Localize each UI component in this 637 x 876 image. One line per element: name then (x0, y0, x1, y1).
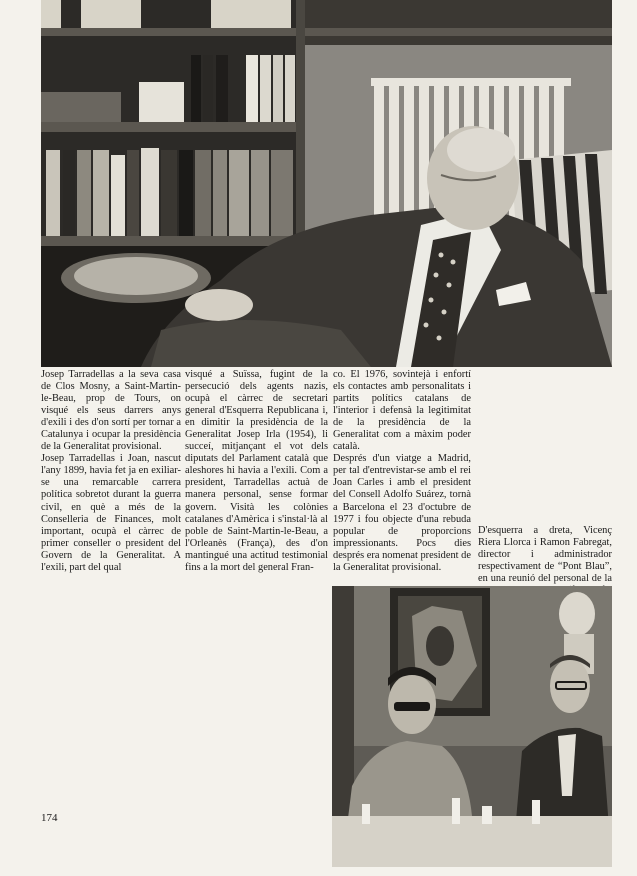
text-column-2 (185, 369, 328, 574)
body-paragraph: Després d'un viatge a Madrid, per tal d'entrevistar-se amb el rei Joan Carles i amb el president del Consell Adolfo Suárez, tornà a Barcelona el 23 d'octubre de 1977 i fou objecte d'una rebuda popular de proporcions impressionants. Pocs dies després era nomenat president de la Generalitat provisional. (333, 453, 471, 573)
photo-meeting (332, 586, 612, 867)
photo-caption-paragraph: Josep Tarradellas a la seva casa de Clos Mosny, a Saint-Martin-le-Beau, prop de Tours, on visqué els seus darrers anys d'exili i des d'on sortí per tornar a Catalunya i ocupar la presidència de la Generalitat provisional. (41, 369, 181, 453)
bottom-photo-caption: D'esquerra a dreta, Vicenç Riera Llorca i Ramon Fabregat, director i administrador respectivament de “Pont Blau”, en una reunió del personal de la (478, 525, 612, 585)
photo-tarradellas (41, 0, 612, 367)
text-column-3 (333, 369, 471, 574)
body-paragraph: Josep Tarradellas i Joan, nascut l'any 1899, havia fet ja en exiliar-se una remarcable carrera política sobretot durant la guerra civil, en què a més de la Conselleria de Finances, molt important, ocupà el càrrec de primer conseller o president del Govern de la Generalitat. A l'exili, part del qual (41, 453, 181, 573)
body-paragraph: co. El 1976, sovintejà i enfortí els contactes amb personalitats i partits polítics catalans de l'interior i defensà la legitimitat de la presidència de la Generalitat com a màxim poder català. (333, 369, 471, 453)
page-number: 174 (41, 812, 58, 824)
text-column-1 (41, 369, 181, 574)
body-paragraph: visqué a Suïssa, fugint de la persecució dels agents nazis, ocupà el càrrec de secretari general d'Esquerra Republicana i, en dimitir la presidència de la Generalitat Josep Irla (1954), li succeí, mitjançant el vot dels diputats del Parlament català que aleshores hi havia a l'exili. Com a president, Tarradellas actuà de manera personal, sense formar govern. Visità les colònies catalanes d'Amèrica i s'instal·là al poble de Saint-Martin-le-Beau, a l'Orleanès (França), des d'on mantingué una actitud testimonial fins a la mort del general Fran- (185, 369, 328, 573)
